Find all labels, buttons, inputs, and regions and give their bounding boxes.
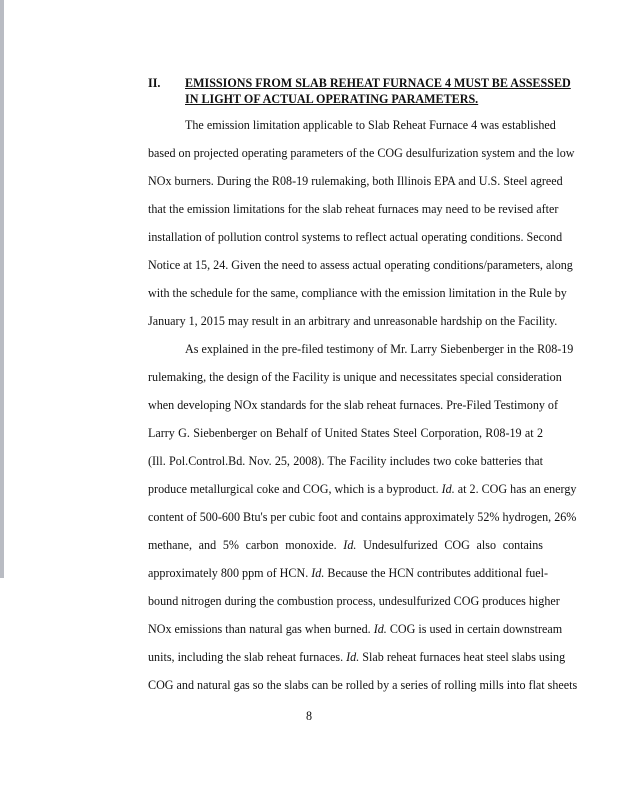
- body-line: bound nitrogen during the combustion process, undesulfurized COG produces higher: [148, 594, 560, 608]
- body-line: The emission limitation applicable to Slab Reheat Furnace 4 was established: [185, 118, 556, 132]
- body-line: NOx emissions than natural gas when burned. Id. COG is used in certain downstream: [148, 622, 563, 636]
- section-heading-line-2: IN LIGHT OF ACTUAL OPERATING PARAMETERS.: [185, 92, 479, 106]
- body-line: As explained in the pre-filed testimony of Mr. Larry Siebenberger in the R08-19: [185, 342, 574, 356]
- body-line: content of 500-600 Btu's per cubic foot and contains approximately 52% hydrogen, 26%: [148, 510, 577, 524]
- section-number: II.: [148, 76, 161, 90]
- body-line: installation of pollution control systems to reflect actual operating conditions. Second: [148, 230, 563, 244]
- body-line: January 1, 2015 may result in an arbitrary and unreasonable hardship on the Facility.: [148, 314, 558, 328]
- body-line: methane, and 5% carbon monoxide. Id. Undesulfurized COG also contains: [148, 538, 544, 552]
- body-line: units, including the slab reheat furnaces. Id. Slab reheat furnaces heat steel slabs using: [148, 650, 566, 664]
- scan-edge: [0, 0, 4, 578]
- page-number: 8: [305, 709, 313, 723]
- body-line: based on projected operating parameters of the COG desulfurization system and the low: [148, 146, 575, 160]
- body-line: NOx burners. During the R08-19 rulemaking, both Illinois EPA and U.S. Steel agreed: [148, 174, 563, 188]
- body-line: when developing NOx standards for the slab reheat furnaces. Pre-Filed Testimony of: [148, 398, 559, 412]
- body-line: Larry G. Siebenberger on Behalf of United States Steel Corporation, R08-19 at 2: [148, 426, 543, 440]
- body-line: produce metallurgical coke and COG, which is a byproduct. Id. at 2. COG has an energy: [148, 482, 577, 496]
- section-heading-line-1: EMISSIONS FROM SLAB REHEAT FURNACE 4 MUST BE ASSESSED: [185, 76, 571, 90]
- body-line: COG and natural gas so the slabs can be rolled by a series of rolling mills into flat sheets: [148, 678, 578, 692]
- body-line: that the emission limitations for the slab reheat furnaces may need to be revised after: [148, 202, 559, 216]
- body-line: (Ill. Pol.Control.Bd. Nov. 25, 2008). The Facility includes two coke batteries that: [148, 454, 543, 468]
- body-line: rulemaking, the design of the Facility is unique and necessitates special consideration: [148, 370, 562, 384]
- body-line: approximately 800 ppm of HCN. Id. Because the HCN contributes additional fuel-: [148, 566, 549, 580]
- body-line: Notice at 15, 24. Given the need to assess actual operating conditions/parameters, along: [148, 258, 573, 272]
- body-line: with the schedule for the same, compliance with the emission limitation in the Rule by: [148, 286, 567, 300]
